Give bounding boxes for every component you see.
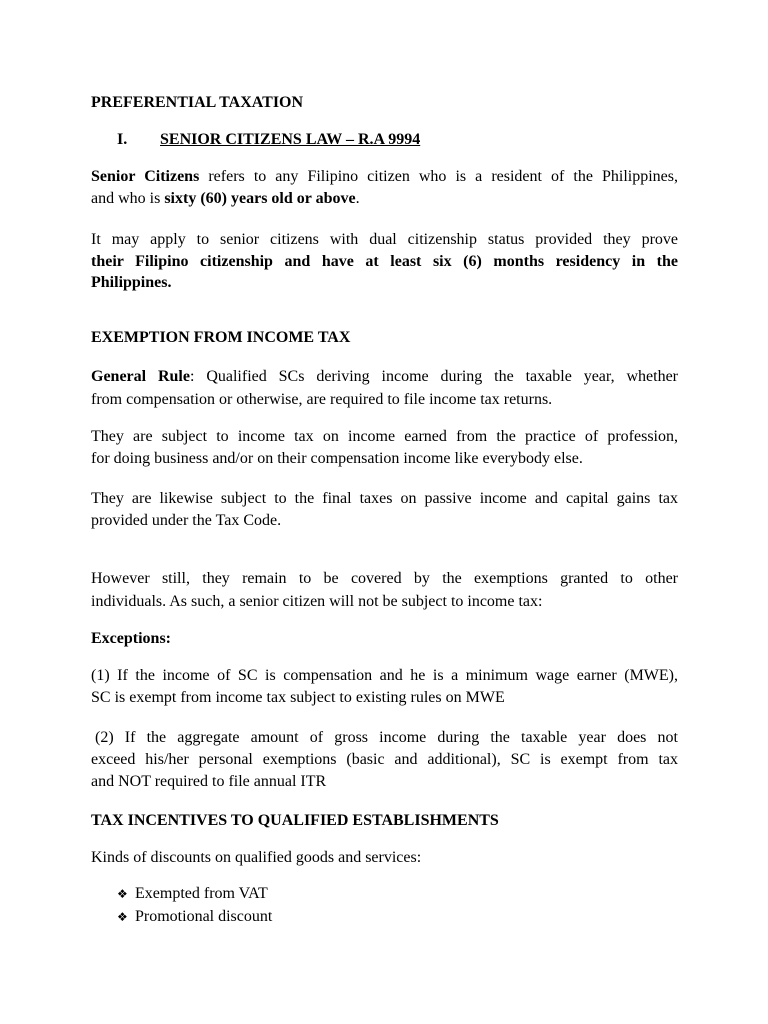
exception-1-line-1: (1) If the income of SC is compensation and he is a minimum wage earner (MWE),: [91, 667, 678, 684]
general-rule-line-2: from compensation or otherwise, are required to file income tax returns.: [91, 391, 553, 408]
section-numeral: I.: [117, 131, 128, 148]
age-requirement: sixty (60) years old or above: [164, 190, 356, 207]
definition-line-2: [91, 188, 678, 210]
however-line-2: individuals. As such, a senior citizen will not be subject to income tax:: [91, 593, 543, 610]
list-item: [117, 883, 268, 905]
exception-2-line-3: and NOT required to file annual ITR: [91, 773, 327, 790]
definition-text: refers to any Filipino citizen who is a resident of the Philippines,: [199, 168, 679, 185]
exception-2-line-2: exceed his/her personal exemptions (basic and additional), SC is exempt from tax: [91, 751, 678, 768]
exception-1-line-2: SC is exempt from income tax subject to existing rules on MWE: [91, 689, 505, 706]
senior-citizens-term: Senior Citizens: [91, 168, 200, 185]
final-taxes-line-2: provided under the Tax Code.: [91, 512, 282, 529]
list-item-text: Promotional discount: [135, 908, 273, 925]
dual-citizenship-line-3: Philippines.: [91, 274, 172, 291]
exception-2-line-1: (2) If the aggregate amount of gross income during the taxable year does not: [95, 729, 678, 746]
however-line-1: However still, they remain to be covered by the exemptions granted to other: [91, 570, 678, 587]
final-taxes-line-1: They are likewise subject to the final taxes on passive income and capital gains tax: [91, 490, 678, 507]
section-heading: SENIOR CITIZENS LAW – R.A 9994: [160, 131, 421, 148]
general-rule-label: General Rule: [91, 368, 190, 385]
diamond-bullet-icon: ❖: [117, 910, 128, 924]
subject-line-2: for doing business and/or on their compensation income like everybody else.: [91, 450, 583, 467]
diamond-bullet-icon: ❖: [117, 887, 128, 901]
list-item-text: Exempted from VAT: [135, 885, 268, 902]
dual-citizenship-line-2: their Filipino citizenship and have at least six (6) months residency in the: [91, 253, 678, 270]
exemption-heading: EXEMPTION FROM INCOME TAX: [91, 329, 351, 346]
exceptions-heading: Exceptions:: [91, 630, 171, 647]
definition-line-1: [91, 166, 678, 188]
dual-citizenship-line-1: It may apply to senior citizens with dual citizenship status provided they prove: [91, 231, 678, 248]
incentives-heading: TAX INCENTIVES TO QUALIFIED ESTABLISHMENTS: [91, 812, 499, 829]
general-rule-line-1: [91, 366, 678, 388]
document-title: PREFERENTIAL TAXATION: [91, 94, 304, 111]
definition-period: .: [355, 190, 360, 207]
discount-kinds-intro: Kinds of discounts on qualified goods and services:: [91, 849, 422, 866]
subject-line-1: They are subject to income tax on income earned from the practice of profession,: [91, 428, 678, 445]
general-rule-text: : Qualified SCs deriving income during the taxable year, whether: [189, 368, 679, 385]
definition-text-2: and who is: [91, 190, 165, 207]
list-item: [117, 906, 272, 928]
